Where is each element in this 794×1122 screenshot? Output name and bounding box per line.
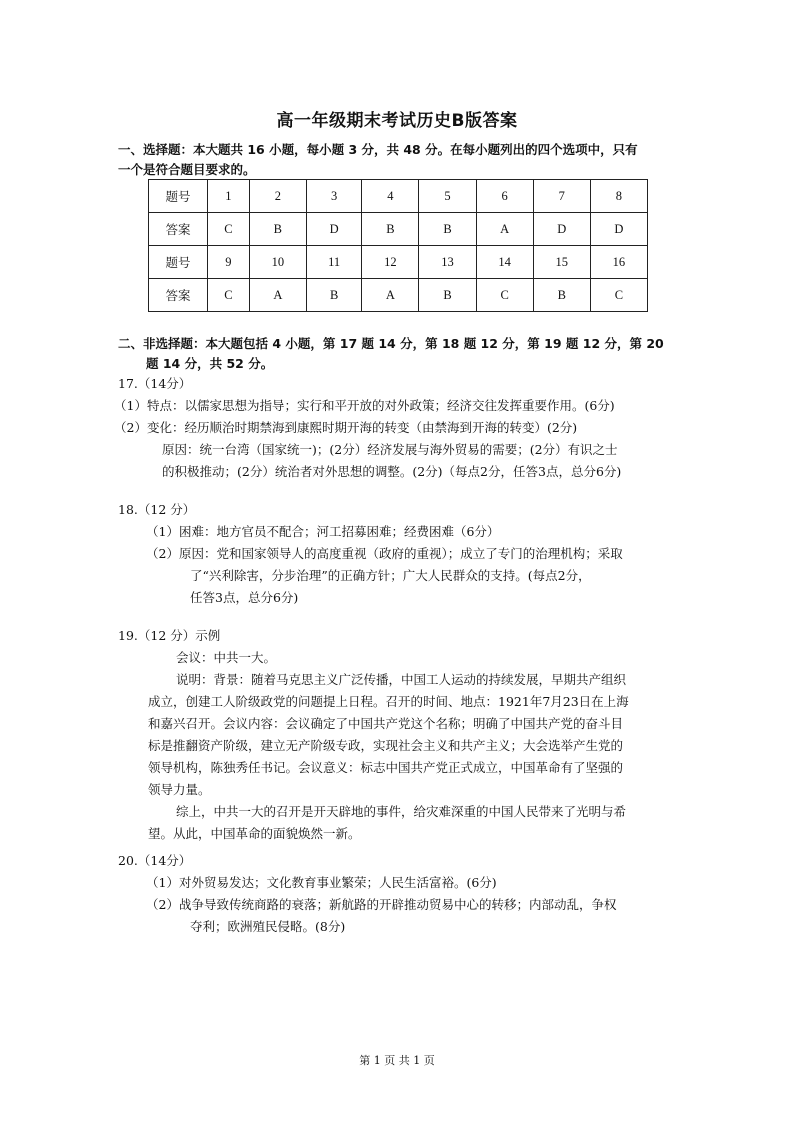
question-18-answer-2-cont-1: 了“兴利除害，分步治理”的正确方针；广大人民群众的支持。(每点2分，: [190, 568, 591, 583]
question-17-answer-2: （2）变化：经历顺治时期禁海到康熙时期开海的转变（由禁海到开海的转变）(2分): [114, 420, 578, 435]
question-19-explanation-line: 和嘉兴召开。会议内容：会议确定了中国共产党这个名称；明确了中国共产党的奋斗目: [148, 716, 624, 731]
table-cell: 13: [419, 246, 476, 279]
table-row: [149, 213, 648, 246]
table-row: [149, 279, 648, 312]
question-18-answer-2: （2）原因：党和国家领导人的高度重视（政府的重视）；成立了专门的治理机构；采取: [146, 546, 623, 561]
section-2-heading: [118, 334, 684, 374]
table-cell: 10: [249, 246, 306, 279]
question-19-summary-line: 望。从此，中国革命的面貌焕然一新。: [148, 826, 361, 841]
table-cell: 15: [533, 246, 590, 279]
row-label: 题号: [149, 180, 208, 213]
table-cell: 14: [476, 246, 533, 279]
section-1-line-1: 一、选择题：本大题共 16 小题，每小题 3 分，共 48 分。在每小题列出的四个选项中，只有: [118, 142, 638, 157]
table-cell: B: [306, 279, 361, 312]
question-19-explanation-line: 领导机构，陈独秀任书记。会议意义：标志中国共产党正式成立，中国革命有了坚强的: [148, 760, 624, 775]
table-cell: 11: [306, 246, 361, 279]
question-18-answer-1: （1）困难：地方官员不配合；河工招募困难；经费困难（6分）: [146, 524, 500, 539]
table-cell: 2: [249, 180, 306, 213]
question-19-explanation-line: 领导力量。: [148, 782, 211, 797]
question-17-reason-line-1: 原因：统一台湾（国家统一)；(2分）经济发展与海外贸易的需要；(2分）有识之士: [162, 442, 618, 457]
question-20-heading: 20.（14分）: [118, 853, 192, 868]
table-cell: 12: [362, 246, 419, 279]
section-1-heading: [118, 140, 684, 180]
page-footer: 第 1 页 共 1 页: [359, 1054, 435, 1067]
question-19-explanation-line: 成立，创建工人阶级政党的问题提上日程。召开的时间、地点：1921年7月23日在上海: [148, 694, 629, 709]
table-cell: 6: [476, 180, 533, 213]
table-cell: B: [533, 279, 590, 312]
table-cell: 16: [590, 246, 647, 279]
table-cell: A: [476, 213, 533, 246]
answer-table: [148, 179, 648, 312]
section-1-line-2: 一个是符合题目要求的。: [118, 162, 256, 177]
question-19-explanation-line: 标是推翻资产阶级，建立无产阶级专政，实现社会主义和共产主义；大会选举产生党的: [148, 738, 624, 753]
table-cell: D: [590, 213, 647, 246]
table-cell: 9: [208, 246, 250, 279]
question-20-answer-2: （2）战争导致传统商路的衰落；新航路的开辟推动贸易中心的转移；内部动乱，争权: [146, 897, 617, 912]
table-cell: 3: [306, 180, 361, 213]
question-19: [118, 625, 688, 845]
section-2-line-2: 题 14 分，共 52 分。: [146, 356, 274, 371]
table-cell: C: [208, 213, 250, 246]
row-label: 答案: [149, 279, 208, 312]
table-cell: D: [306, 213, 361, 246]
table-cell: C: [476, 279, 533, 312]
section-2-line-1: 二、非选择题：本大题包括 4 小题，第 17 题 14 分，第 18 题 12 分，第 19 题 12 分，第 20: [118, 336, 664, 351]
row-label: 题号: [149, 246, 208, 279]
page-title: 高一年级期末考试历史B版答案: [276, 111, 518, 131]
table-cell: C: [208, 279, 250, 312]
question-17-answer-1: （1）特点：以儒家思想为指导；实行和平开放的对外政策；经济交往发挥重要作用。(6分): [114, 398, 615, 413]
table-cell: B: [249, 213, 306, 246]
question-17-heading: 17.（14分）: [118, 376, 192, 391]
question-18-answer-2-cont-2: 任答3点，总分6分): [190, 590, 299, 605]
question-19-heading: 19.（12 分）示例: [118, 628, 221, 643]
question-18-heading: 18.（12 分）: [118, 502, 196, 517]
table-cell: 5: [419, 180, 476, 213]
table-cell: 4: [362, 180, 419, 213]
table-cell: B: [419, 213, 476, 246]
table-cell: 1: [208, 180, 250, 213]
table-cell: 7: [533, 180, 590, 213]
table-cell: 8: [590, 180, 647, 213]
question-19-summary-line: 综上，中共一大的召开是开天辟地的事件，给灾难深重的中国人民带来了光明与希: [176, 804, 627, 819]
table-row: [149, 246, 648, 279]
question-19-explanation-line: 说明：背景：随着马克思主义广泛传播，中国工人运动的持续发展，早期共产组织: [176, 672, 627, 687]
table-row: [149, 180, 648, 213]
question-18: [118, 499, 688, 609]
question-20: [118, 850, 688, 938]
row-label: 答案: [149, 213, 208, 246]
table-cell: D: [533, 213, 590, 246]
question-17-reason-line-2: 的积极推动；(2分）统治者对外思想的调整。(2分)（每点2分，任答3点，总分6分): [162, 464, 622, 479]
question-19-meeting: 会议：中共一大。: [176, 650, 277, 665]
table-cell: B: [362, 213, 419, 246]
question-20-answer-2-cont: 夺利；欧洲殖民侵略。(8分): [190, 919, 346, 934]
table-cell: A: [362, 279, 419, 312]
question-17: [114, 373, 688, 483]
question-20-answer-1: （1）对外贸易发达；文化教育事业繁荣；人民生活富裕。(6分): [146, 875, 497, 890]
table-cell: C: [590, 279, 647, 312]
table-cell: B: [419, 279, 476, 312]
table-cell: A: [249, 279, 306, 312]
